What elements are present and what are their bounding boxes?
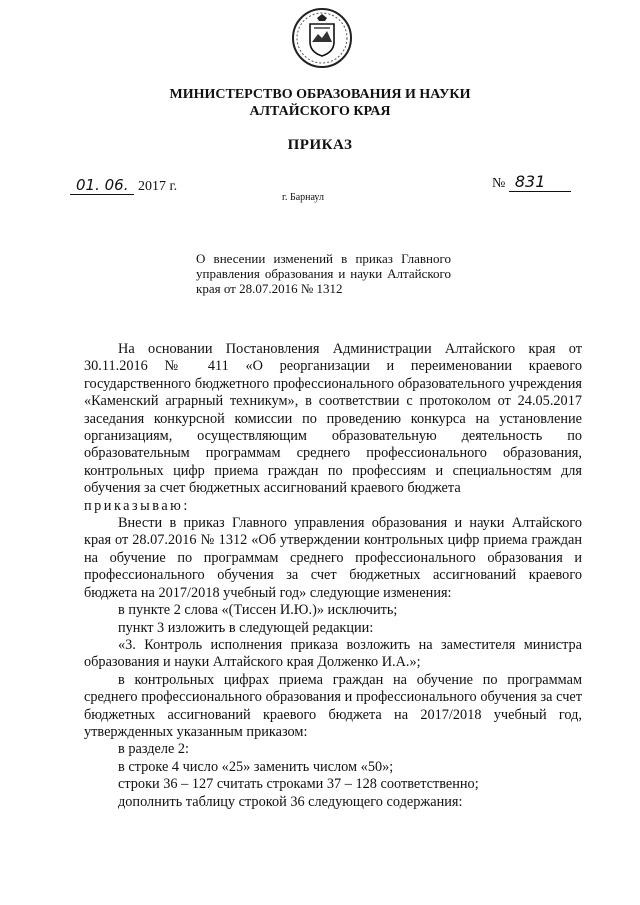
order-word: приказываю: [84,497,190,514]
order-subject: О внесении изменений в приказ Главного управления образования и науки Алтайского края от 28.07.2016 № 1312 [196,251,451,296]
paragraph-row-4: в строке 4 число «25» заменить числом «50»; [118,758,394,775]
paragraph-item-3: пункт 3 изложить в следующей редакции: [118,619,374,636]
preamble-paragraph: На основании Постановления Администрации Алтайского края от 30.11.2016 № 411 «О реорганизации и переименовании краевого государственного бюджетного профессионального образовательного учреждения «Каменский аграрный техникум», в соответствии с протоколом от 24.05.2017 заседания конкурсной комиссии по проведению конкурса на установление организациям, осуществляющим образовательную деятельность по образовательным программам среднего профессионального образования, контрольных цифр приема граждан по профессиям и специальностям для обучения за счет бюджетных ассигнований краевого бюджета [84,341,582,497]
paragraph-section-2: в разделе 2: [118,741,190,758]
number-label: № [492,176,506,191]
ministry-heading [0,86,640,120]
order-date [70,176,177,195]
paragraph-item-2: в пункте 2 слова «(Тиссен И.Ю.)» исключить; [118,602,398,619]
order-year: 2017 г. [137,179,178,194]
paragraph-amend: Внести в приказ Главного управления образования и науки Алтайского края от 28.07.2016 № 1312 «Об утверждении контрольных цифр приема граждан на обучение по программам среднего профессионального образования и профессионального обучения за счет бюджетных ассигнований краевого бюджета на 2017/2018 учебный год» следующие изменения: [84,515,582,601]
paragraph-add-row: дополнить таблицу строкой 36 следующего содержания: [118,793,463,810]
paragraph-figures: в контрольных цифрах приема граждан на обучение по программам среднего профессионального образования и профессионального обучения за счет бюджетных ассигнований краевого бюджета на 2017/2018 учебный год, утвержденных указанным приказом: [84,671,582,740]
ministry-line-2: АЛТАЙСКОГО КРАЯ [249,104,391,119]
order-title: ПРИКАЗ [287,137,353,153]
ministry-line-1: МИНИСТЕРСТВО ОБРАЗОВАНИЯ И НАУКИ [169,87,471,102]
paragraph-rows-renumber: строки 36 – 127 считать строками 37 – 128 соответственно; [118,776,479,793]
order-number [492,172,571,192]
handwritten-number: 831 [509,172,571,192]
handwritten-date: 01. 06. [70,176,134,195]
city-label: г. Барнаул [282,192,324,203]
coat-of-arms-icon [290,6,354,70]
order-body [84,341,582,811]
paragraph-control: «3. Контроль исполнения приказа возложить на заместителя министра образования и науки Алтайского края Долженко И.А.»; [84,636,582,671]
